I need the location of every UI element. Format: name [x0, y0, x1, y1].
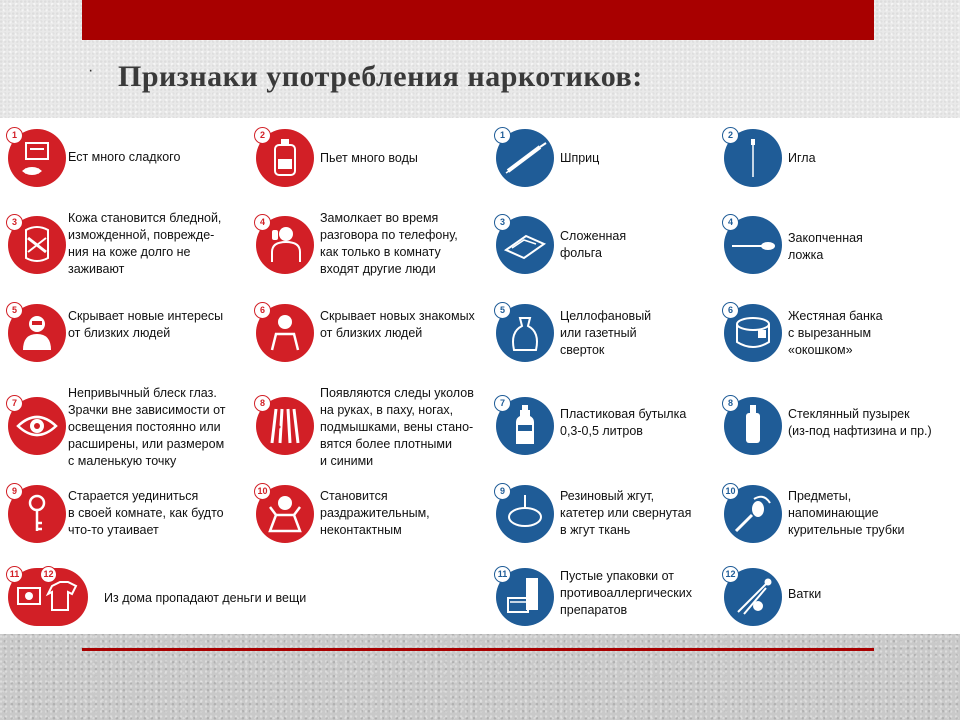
item-number: 9 — [494, 483, 511, 500]
sign-number: 7 — [6, 395, 23, 412]
item-number: 11 — [494, 566, 511, 583]
item-number: 3 — [494, 214, 511, 231]
top-red-bar — [82, 0, 874, 40]
item-number: 2 — [722, 127, 739, 144]
page-title: Признаки употребления наркотиков: — [118, 60, 643, 93]
item-number: 7 — [494, 395, 511, 412]
title-bullet: · — [88, 62, 94, 79]
sign-number: 11 — [6, 566, 23, 583]
item-number: 4 — [722, 214, 739, 231]
sign-text: Старается уединиться в своей комнате, как будто что-то утаивает — [68, 489, 224, 537]
item-text: Стеклянный пузырек (из-под нафтизина и пр.) — [788, 407, 932, 438]
sign-number: 8 — [254, 395, 271, 412]
item-text: Пластиковая бутылка 0,3-0,5 литров — [560, 407, 687, 438]
sign-text: Ест много сладкого — [68, 150, 181, 164]
sign-number: 6 — [254, 302, 271, 319]
sign-text: Пьет много воды — [320, 151, 418, 165]
item-text: Шприц — [560, 151, 600, 165]
infographic-panel — [0, 118, 960, 634]
item-text: Предметы, напоминающие курительные трубки — [788, 489, 905, 537]
item-number: 10 — [722, 483, 739, 500]
sign-text: Из дома пропадают деньги и вещи — [104, 591, 307, 605]
item-number: 1 — [494, 127, 511, 144]
sign-text: Становится раздражительным, неконтактным — [320, 489, 430, 537]
sign-text: Кожа становится бледной, изможденной, поврежде- ния на коже долго не заживают — [68, 211, 222, 276]
item-text: Пустые упаковки от противоаллергических препаратов — [560, 569, 692, 617]
sign-text: Скрывает новые интересы от близких людей — [68, 309, 224, 340]
sign-number: 4 — [254, 214, 271, 231]
sign-text: Появляются следы уколов на руках, в паху, ногах, подмышками, вены стано- вятся более плотными и синими — [320, 386, 474, 468]
sign-number: 9 — [6, 483, 23, 500]
sign-number: 3 — [6, 214, 23, 231]
item-text: Сложенная фольга — [560, 229, 627, 260]
item-number: 6 — [722, 302, 739, 319]
item-text: Целлофановый или газетный сверток — [560, 309, 652, 357]
item-number: 5 — [494, 302, 511, 319]
item-number: 12 — [722, 566, 739, 583]
sign-text: Непривычный блеск глаз. Зрачки вне зависимости от освещения постоянно или расширены, или размером с маленькую точку — [68, 386, 226, 468]
bottom-red-line — [82, 648, 874, 651]
item-text: Закопченная ложка — [788, 231, 863, 262]
item-text: Ватки — [788, 587, 822, 601]
sign-number: 12 — [40, 566, 57, 583]
item-text: Резиновый жгут, катетер или свернутая в жгут ткань — [560, 489, 692, 537]
sign-number: 10 — [254, 483, 271, 500]
sign-text: Скрывает новых знакомых от близких людей — [320, 309, 475, 340]
sign-number: 2 — [254, 127, 271, 144]
item-number: 8 — [722, 395, 739, 412]
item-text: Жестяная банка с вырезанным «окошком» — [788, 309, 883, 357]
item-text: Игла — [788, 151, 816, 165]
sign-number: 1 — [6, 127, 23, 144]
sign-number: 5 — [6, 302, 23, 319]
sign-text: Замолкает во время разговора по телефону, как только в комнату входят другие люди — [320, 211, 458, 276]
